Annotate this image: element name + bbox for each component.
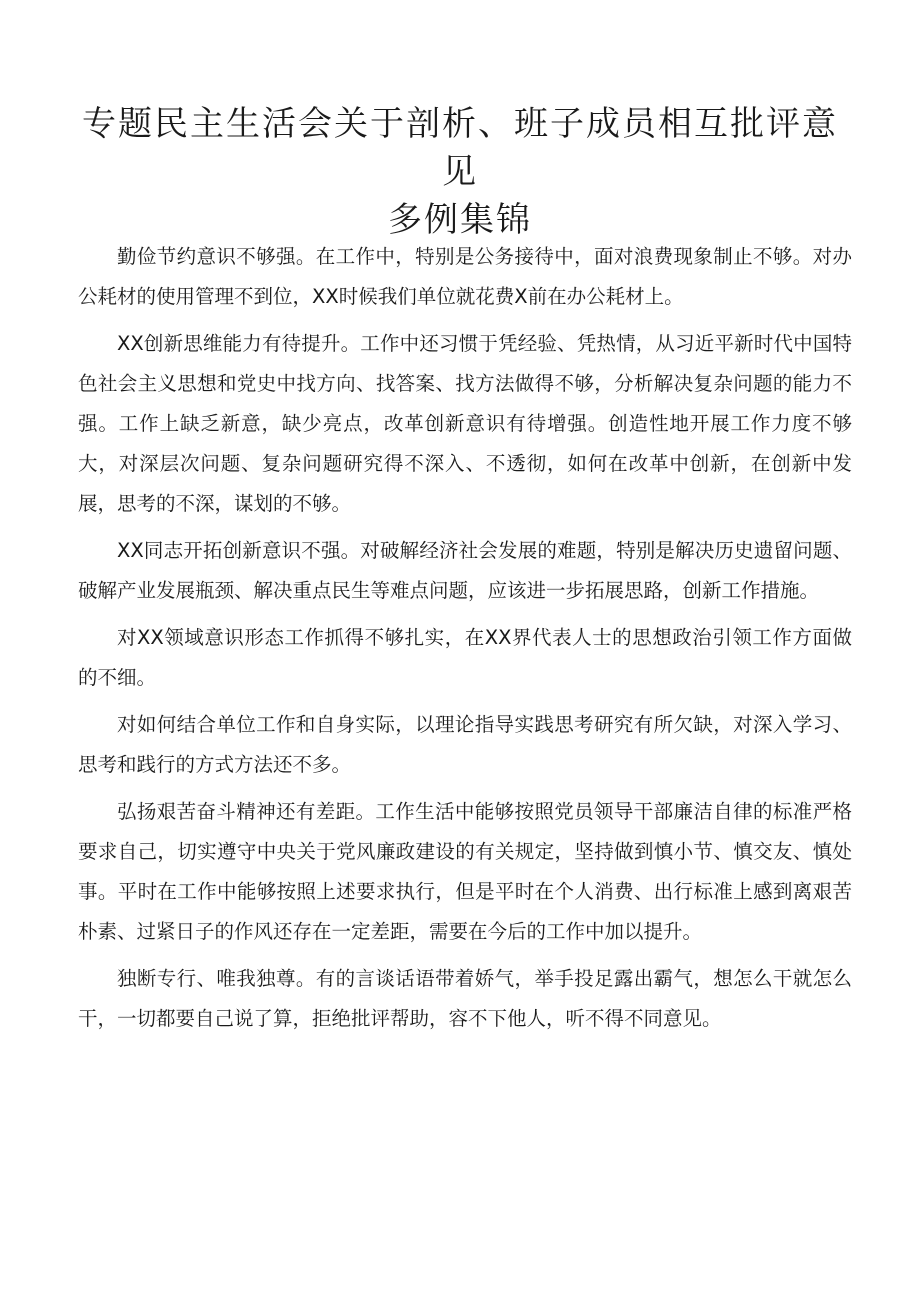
paragraph-6: 弘扬艰苦奋斗精神还有差距。工作生活中能够按照党员领导干部廉洁自律的标准严格要求自己，切实遵守中央关于党风廉政建设的有关规定，坚持做到慎小节、慎交友、慎处事。平时在工作中能够按照上述要求执行，但是平时在个人消费、出行标准上感到离艰苦朴素、过紧日子的作风还存在一定差距，需要在今后的工作中加以提升。 <box>78 800 852 943</box>
document-body <box>78 237 852 1046</box>
paragraph-1: 勤俭节约意识不够强。在工作中，特别是公务接待中，面对浪费现象制止不够。对办公耗材的使用管理不到位，XX时候我们单位就花费X前在办公耗材上。 <box>78 245 852 308</box>
paragraph-4: 对XX领域意识形态工作抓得不够扎实，在XX界代表人士的思想政治引领工作方面做的不细。 <box>78 626 852 689</box>
title-line-2: 多例集锦 <box>388 200 532 240</box>
paragraph-7: 独断专行、唯我独尊。有的言谈话语带着娇气，举手投足露出霸气，想怎么干就怎么干，一切都要自己说了算，拒绝批评帮助，容不下他人，听不得不同意见。 <box>78 967 852 1030</box>
paragraph-2: XX创新思维能力有待提升。工作中还习惯于凭经验、凭热情，从习近平新时代中国特色社会主义思想和党史中找方向、找答案、找方法做得不够，分析解决复杂问题的能力不强。工作上缺乏新意，缺少亮点，改革创新意识有待增强。创造性地开展工作力度不够大，对深层次问题、复杂问题研究得不深入、不透彻，如何在改革中创新，在创新中发展，思考的不深，谋划的不够。 <box>78 332 852 515</box>
paragraph-3: XX同志开拓创新意识不强。对破解经济社会发展的难题，特别是解决历史遗留问题、破解产业发展瓶颈、解决重点民生等难点问题，应该进一步拓展思路，创新工作措施。 <box>78 539 852 602</box>
title-line-1: 专题民主生活会关于剖析、班子成员相互批评意见 <box>82 104 838 192</box>
paragraph-5: 对如何结合单位工作和自身实际，以理论指导实践思考研究有所欠缺，对深入学习、思考和践行的方式方法还不多。 <box>78 713 852 776</box>
document-title <box>70 100 850 244</box>
